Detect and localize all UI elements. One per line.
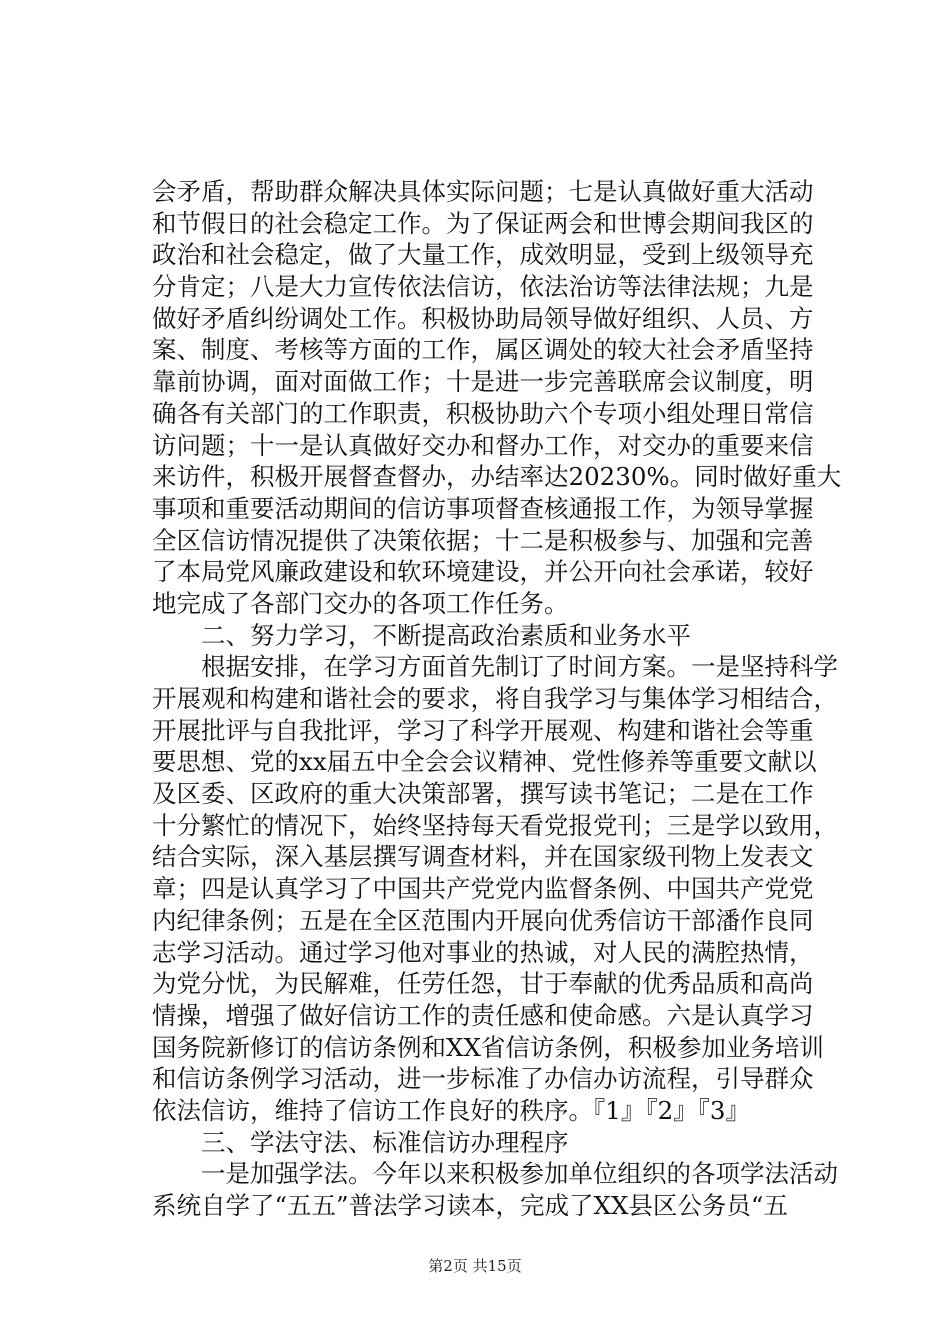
paragraph [152, 651, 852, 1126]
text-line: 国务院新修订的信访条例和XX省信访条例，积极参加业务培训 [152, 1032, 824, 1062]
text-line: 一是加强学法。今年以来积极参加单位组织的各项学法活动 [201, 1159, 838, 1189]
text-line: 情操，增强了做好信访工作的责任感和使命感。六是认真学习 [152, 1000, 814, 1030]
paragraph [152, 1158, 852, 1221]
text-line: 系统自学了“五五”普法学习读本，完成了XX县区公务员“五 [152, 1191, 788, 1220]
text-line: 和信访条例学习活动，进一步标准了办信办访流程，引导群众 [152, 1064, 814, 1094]
text-line: 事项和重要活动期间的信访事项督查核通报工作，为领导掌握 [152, 493, 814, 523]
text-line: 志学习活动。通过学习他对事业的热诚，对人民的满腔热情， [152, 937, 814, 967]
text-line: 开展观和构建和谐社会的要求，将自我学习与集体学习相结合， [152, 684, 838, 713]
text-line: 访问题；十一是认真做好交办和督办工作，对交办的重要来信 [152, 430, 814, 460]
text-line: 靠前协调，面对面做工作；十是进一步完善联席会议制度，明 [152, 367, 814, 397]
text-line: 会矛盾，帮助群众解决具体实际问题；七是认真做好重大活动 [152, 177, 814, 206]
section-heading [152, 620, 852, 652]
heading-line: 三、学法守法、标准信访办理程序 [201, 1127, 569, 1157]
text-line: 依法信访，维持了信访工作良好的秩序。『1』『2』『3』 [152, 1095, 751, 1125]
text-line: 根据安排，在学习方面首先制订了时间方案。一是坚持科学 [201, 652, 838, 682]
text-line: 章；四是认真学习了中国共产党党内监督条例、中国共产党党 [152, 874, 814, 904]
text-line: 开展批评与自我批评，学习了科学开展观、构建和谐社会等重 [152, 715, 814, 745]
section-heading [152, 1127, 852, 1159]
text-line: 确各有关部门的工作职责，积极协助六个专项小组处理日常信 [152, 398, 814, 428]
text-line: 分肯定；八是大力宣传依法信访，依法治访等法律法规；九是 [152, 272, 814, 302]
text-line: 结合实际，深入基层撰写调查材料，并在国家级刊物上发表文 [152, 842, 814, 872]
text-line: 做好矛盾纠纷调处工作。积极协助局领导做好组织、人员、方 [152, 303, 814, 333]
text-line: 及区委、区政府的重大决策部署，撰写读书笔记；二是在工作 [152, 779, 814, 809]
text-line: 地完成了各部门交办的各项工作任务。 [152, 588, 569, 618]
text-line: 了本局党风廉政建设和软环境建设，并公开向社会承诺，较好 [152, 557, 814, 587]
document-body [152, 176, 852, 1222]
text-line: 政治和社会稳定，做了大量工作，成效明显，受到上级领导充 [152, 240, 814, 270]
text-line: 和节假日的社会稳定工作。为了保证两会和世博会期间我区的 [152, 208, 814, 238]
text-line: 要思想、党的xx届五中全会会议精神、党性修养等重要文献以 [152, 747, 817, 777]
page-number-footer: 第2页 共15页 [428, 1257, 522, 1275]
text-line: 内纪律条例；五是在全区范围内开展向优秀信访干部潘作良同 [152, 905, 814, 935]
heading-line: 二、努力学习，不断提高政治素质和业务水平 [201, 620, 691, 650]
text-line: 来访件，积极开展督查督办，办结率达20230%。同时做好重大 [152, 462, 842, 492]
text-line: 案、制度、考核等方面的工作，属区调处的较大社会矛盾坚持 [152, 335, 814, 365]
text-line: 全区信访情况提供了决策依据；十二是积极参与、加强和完善 [152, 525, 814, 555]
text-line: 十分繁忙的情况下，始终坚持每天看党报党刊；三是学以致用， [152, 810, 838, 840]
paragraph [152, 176, 852, 620]
text-line: 为党分忧，为民解难，任劳任怨，甘于奉献的优秀品质和高尚 [152, 969, 814, 999]
